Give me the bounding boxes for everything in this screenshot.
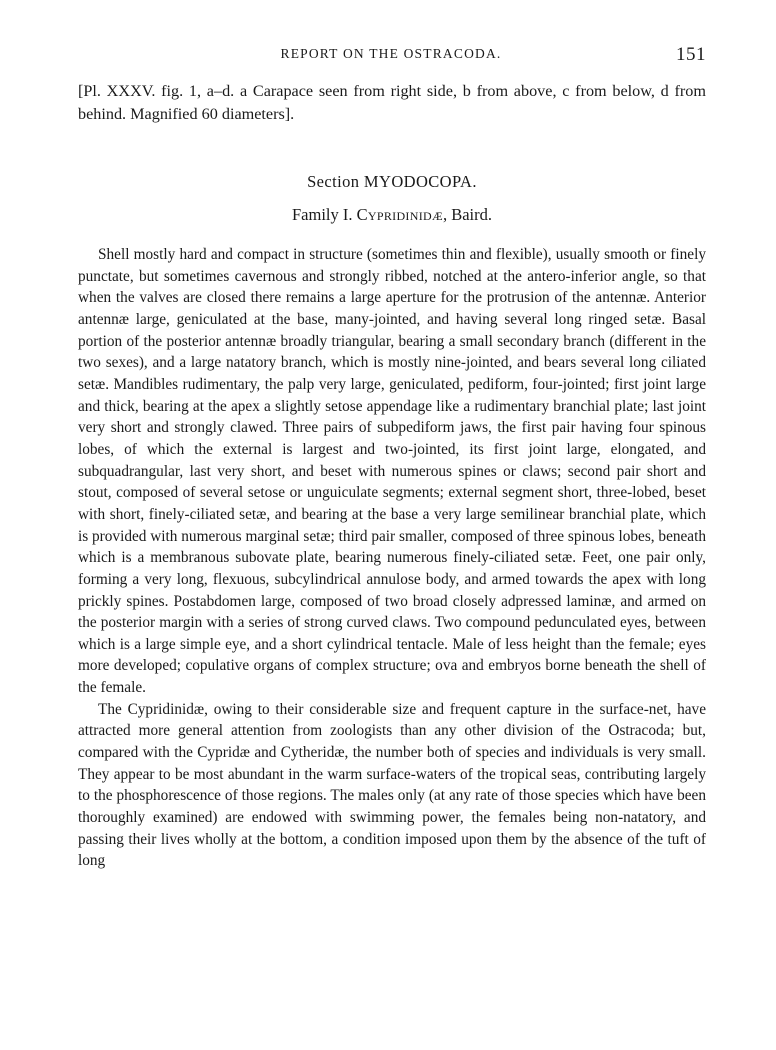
section-heading: Section MYODOCOPA.	[307, 172, 477, 191]
family-heading-prefix: Family I.	[292, 205, 357, 224]
plate-caption: [Pl. XXXV. fig. 1, a–d. a Carapace seen from right side, b from above, c from below, d from behind. Magnified 60 diameters].	[78, 82, 706, 123]
family-authority: , Baird.	[442, 205, 492, 224]
running-head	[76, 44, 706, 68]
paragraph-family-description: Shell mostly hard and compact in structure (sometimes thin and flexible), usually smooth or finely punctate, but sometimes cavernous and strongly ribbed, notched at the antero-inferior angle, so that when the valves are closed there remains a large aperture for the protrusion of the antennæ. Anterior antennæ large, geniculated at the base, many-jointed, and having several long ringed setæ. Basal portion of the posterior antennæ broadly triangular, bearing a small secondary branch (different in the two sexes), and a large natatory branch, which is mostly nine-jointed, and bears several long ciliated setæ. Mandibles rudimentary, the palp very large, geniculated, pediform, four-jointed; first joint large and thick, bearing at the apex a slightly setose appendage like a rudimentary branchial plate; last joint very short and strongly clawed. Three pairs of subpediform jaws, the first pair having four spinous lobes, of which the external is largest and two-jointed, its first joint large, elongated, and subquadrangular, last very short, and beset with numerous spines or claws; second pair short and stout, composed of several setose or unguiculate segments; external segment short, three-lobed, beset with short, finely-ciliated setæ, and bearing at the base a very large semilinear branchial plate, which is provided with numerous marginal setæ; third pair smaller, composed of three spinous lobes, beneath which is a membranous subovate plate, bearing numerous finely-ciliated setæ. Feet, one pair only, forming a very long, flexuous, subcylindrical annulose body, and armed towards the apex with long prickly spines. Postabdomen large, composed of two broad closely adpressed laminæ, and armed on the posterior margin with a series of strong curved claws. Two compound pedunculated eyes, between which is a large simple eye, and a short cylindrical tentacle. Male of less height than the female; eyes more developed; copulative organs of complex structure; ova and embryos borne beneath the shell of the female.	[78, 246, 706, 697]
family-heading	[78, 205, 706, 225]
body-text	[78, 244, 706, 872]
page-number: 151	[676, 44, 706, 65]
paragraph-family-remarks: The Cypridinidæ, owing to their considerable size and frequent capture in the surface-net, have attracted more general attention from zoologists than any other division of the Ostracoda; but, compared with the Cypridæ and Cytheridæ, the number both of species and individuals is very small. They appear to be most abundant in the warm surface-waters of the tropical seas, contributing largely to the phosphorescence of those regions. The males only (at any rate of those species which have been thoroughly examined) are endowed with swimming power, the females being non-natatory, and passing their lives wholly at the bottom, a condition imposed upon them by the absence of the tuft of long	[78, 700, 706, 870]
family-name: Cypridinidæ	[356, 205, 443, 224]
running-title: REPORT ON THE OSTRACODA.	[280, 46, 502, 61]
